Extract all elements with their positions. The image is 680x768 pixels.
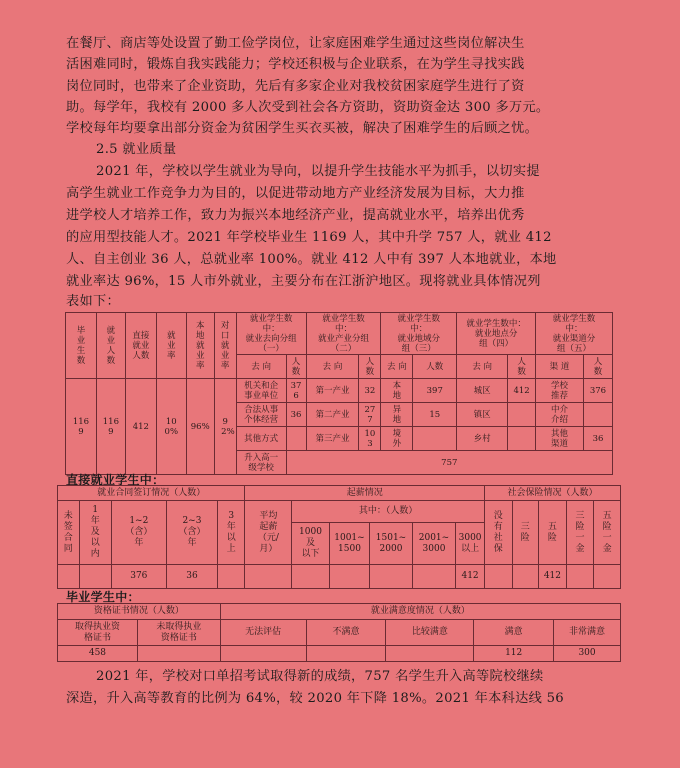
col-salary-2001-3000: 2001~ 3000 — [412, 523, 455, 565]
value-five: 412 — [539, 565, 567, 589]
value-2-3-years: 36 — [166, 565, 217, 589]
paragraph-line: 2021 年，学校对口单招考试取得新的成绩，757 名学生升入高等院校继续 — [96, 669, 544, 684]
cell-count — [286, 427, 306, 451]
value-graduates: 1169 — [66, 379, 97, 475]
paragraph-line: 助。每学年，我校有 2000 多人次受到社会各方资助，资助资金达 300 多万元。 — [66, 100, 550, 115]
header-satisfaction: 就业满意度情况（人数） — [220, 604, 620, 620]
header-match-rate: 对口就业率 — [214, 313, 236, 379]
paragraph-line: 表如下： — [66, 294, 120, 309]
cell-further-study-count: 757 — [286, 451, 612, 475]
value-employed: 1169 — [96, 379, 125, 475]
cell-region: 境 外 — [381, 427, 413, 451]
cell-region: 异 地 — [381, 403, 413, 427]
value-match-rate: 92% — [214, 379, 236, 475]
col-salary-1001-1500: 1001~ 1500 — [329, 523, 370, 565]
value-no-insurance — [484, 565, 512, 589]
col-cert-obtained: 取得执业资 格证书 — [58, 620, 138, 646]
header-local-rate: 本地就业率 — [186, 313, 214, 379]
cell-count: 32 — [359, 379, 381, 403]
header-group-region: 就业学生数 中： 就业地域分 组（三） — [381, 313, 457, 355]
value-fairly-satisfied — [386, 646, 474, 662]
col-3-plus-years: 3 年 以 上 — [218, 501, 245, 565]
value-1001 — [329, 565, 370, 589]
col-unsigned: 未 签 合 同 — [58, 501, 80, 565]
cell-count: 277 — [359, 403, 381, 427]
header-group-location: 就业学生数中： 就业地点分 组（四） — [457, 313, 536, 355]
value-1-year — [79, 565, 111, 589]
cell-destination: 升入高一 级学校 — [236, 451, 286, 475]
col-1-2-years: 1~2 （含） 年 — [111, 501, 166, 565]
col-2-3-years: 2~3 （含） 年 — [166, 501, 217, 565]
cell-industry: 第二产业 — [306, 403, 359, 427]
cell-location: 乡村 — [457, 427, 508, 451]
paragraph-line: 岗位同时，也带来了企业资助，先后有多家企业对我校贫困家庭学生进行了资 — [66, 79, 525, 94]
col-fairly-satisfied: 比较满意 — [386, 620, 474, 646]
header-salary-breakdown: 其中：（人数） — [292, 501, 485, 523]
cell-count: 103 — [359, 427, 381, 451]
cell-count — [583, 403, 612, 427]
header-graduates: 毕业生数 — [66, 313, 97, 379]
paragraph-line: 人、自主创业 36 人，总就业率 100%。就业 412 人中有 397 人本地就业，本地 — [66, 252, 557, 267]
col-cert-not-obtained: 未取得执业 资格证书 — [137, 620, 220, 646]
cell-destination: 机关和企 事业单位 — [236, 379, 286, 403]
paragraph-line: 2021 年，学校以学生就业为导向，以提升学生技能水平为抓手，以切实提 — [96, 164, 540, 179]
paragraph-line: 的应用型技能人才。2021 年学校毕业生 1169 人，其中升学 757 人，就业 412 — [66, 230, 552, 245]
subheader-people: 人数 — [413, 355, 457, 379]
col-five-insurance: 五 险 — [539, 501, 567, 565]
subheader-people: 人 数 — [286, 355, 306, 379]
cell-industry: 第三产业 — [306, 427, 359, 451]
value-satisfied: 112 — [474, 646, 554, 662]
subheader-channel: 渠 道 — [536, 355, 584, 379]
header-insurance: 社会保险情况（人数） — [484, 486, 620, 501]
paragraph-line: 在餐厅、商店等处设置了勤工俭学岗位，让家庭困难学生通过这些岗位解决生 — [66, 36, 525, 51]
cell-count: 376 — [583, 379, 612, 403]
value-three-one — [566, 565, 594, 589]
col-salary-1501-2000: 1501~ 2000 — [370, 523, 412, 565]
col-very-satisfied: 非常满意 — [554, 620, 621, 646]
cell-channel: 学校 推荐 — [536, 379, 584, 403]
col-avg-salary: 平均 起薪 （元/ 月） — [245, 501, 292, 565]
value-3-plus — [218, 565, 245, 589]
paragraph-line: 就业率达 96%，15 人市外就业，主要分布在江浙沪地区。现将就业具体情况列 — [66, 274, 541, 289]
value-3000-plus: 412 — [456, 565, 485, 589]
cell-count — [508, 403, 536, 427]
label-direct-employed: 直接就业学生中： — [66, 473, 165, 487]
cell-count — [508, 427, 536, 451]
cell-count: 36 — [583, 427, 612, 451]
value-avg-salary — [245, 565, 292, 589]
col-three-insurance: 三 险 — [512, 501, 539, 565]
cell-destination: 合法从事 个体经营 — [236, 403, 286, 427]
certificate-satisfaction-table — [57, 603, 621, 662]
cell-count: 376 — [286, 379, 306, 403]
label-graduates: 毕业学生中： — [66, 590, 140, 604]
paragraph-line: 活困难同时，锻炼自我实践能力；学校还积极与企业联系，在为学生寻找实践 — [66, 57, 525, 72]
paragraph-line: 进学校人才培养工作，致力为振兴本地经济产业，提高就业水平，培养出优秀 — [66, 208, 525, 223]
header-certificate: 资格证书情况（人数） — [58, 604, 221, 620]
value-three — [512, 565, 539, 589]
header-direct-employed: 直接就业人数 — [125, 313, 156, 379]
col-unable-assess: 无法评估 — [220, 620, 306, 646]
header-employment-rate: 就业率 — [156, 313, 186, 379]
col-satisfied: 满意 — [474, 620, 554, 646]
header-group-industry: 就业学生数 中： 就业产业分组 （二） — [306, 313, 381, 355]
paragraph-line: 高学生就业工作竞争力为目的，以促进带动地方产业经济发展为目标，大力推 — [66, 186, 525, 201]
paragraph-line: 深造，升入高等教育的比例为 64%，较 2020 年下降 18%。2021 年本科达线 56 — [66, 691, 564, 706]
header-group-channel: 就业学生数 中： 就业渠道分 组（五） — [536, 313, 613, 355]
subheader-people: 人 数 — [359, 355, 381, 379]
subheader-destination: 去 向 — [381, 355, 413, 379]
cell-region: 本 地 — [381, 379, 413, 403]
header-salary: 起薪情况 — [245, 486, 485, 501]
value-rate: 100% — [156, 379, 186, 475]
value-2001 — [412, 565, 455, 589]
value-local-rate: 96% — [186, 379, 214, 475]
col-salary-1000: 1000 及 以下 — [292, 523, 329, 565]
col-1-year: 1 年 及 以 内 — [79, 501, 111, 565]
col-five-insurance-one-fund: 五 险 一 金 — [594, 501, 621, 565]
cell-count: 397 — [413, 379, 457, 403]
value-1-2-years: 376 — [111, 565, 166, 589]
value-1000 — [292, 565, 329, 589]
value-direct: 412 — [125, 379, 156, 475]
value-1501 — [370, 565, 412, 589]
subheader-destination: 去 向 — [306, 355, 359, 379]
col-no-insurance: 没 有 社 保 — [484, 501, 512, 565]
value-unsatisfied — [306, 646, 386, 662]
section-title: 2.5 就业质量 — [96, 142, 177, 157]
col-three-insurance-one-fund: 三 险 一 金 — [566, 501, 594, 565]
employment-table — [65, 312, 613, 475]
subheader-people: 人 数 — [508, 355, 536, 379]
cell-count — [413, 427, 457, 451]
cell-destination: 其他方式 — [236, 427, 286, 451]
cell-channel: 其他 渠道 — [536, 427, 584, 451]
cell-industry: 第一产业 — [306, 379, 359, 403]
contract-salary-table — [57, 485, 621, 589]
subheader-destination: 去 向 — [457, 355, 508, 379]
cell-count: 36 — [286, 403, 306, 427]
cell-location: 镇区 — [457, 403, 508, 427]
header-contract: 就业合同签订情况（人数） — [58, 486, 245, 501]
cell-count: 412 — [508, 379, 536, 403]
col-unsatisfied: 不满意 — [306, 620, 386, 646]
cell-channel: 中介 介绍 — [536, 403, 584, 427]
col-salary-3000-plus: 3000 以上 — [456, 523, 485, 565]
header-employed: 就业人数 — [96, 313, 125, 379]
header-group-destination: 就业学生数 中： 就业去向分组 （一） — [236, 313, 306, 355]
value-very-satisfied: 300 — [554, 646, 621, 662]
value-cert-obtained: 458 — [58, 646, 138, 662]
cell-count: 15 — [413, 403, 457, 427]
subheader-destination: 去 向 — [236, 355, 286, 379]
cell-location: 城区 — [457, 379, 508, 403]
value-five-one — [594, 565, 621, 589]
value-unsigned — [58, 565, 80, 589]
value-cert-not-obtained — [137, 646, 220, 662]
paragraph-line: 学校每年均要拿出部分资金为贫困学生买衣买被，解决了困难学生的后顾之忧。 — [66, 121, 539, 136]
subheader-people: 人 数 — [583, 355, 612, 379]
value-unable-assess — [220, 646, 306, 662]
